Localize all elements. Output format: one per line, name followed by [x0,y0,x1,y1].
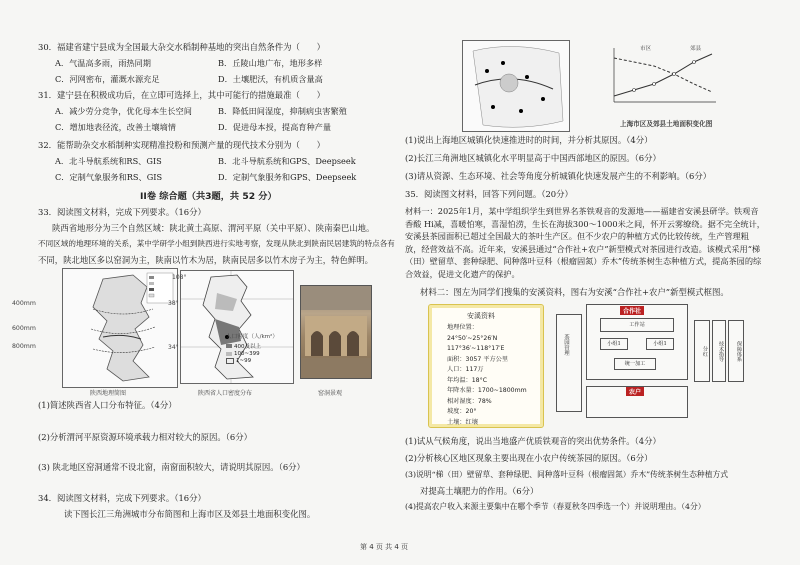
question-34-1: (1)说出上海地区城镇化快速推进时的时间，并分析其原因。（4分） [405,135,653,145]
scroll-line: 土壤：红壤 [447,418,478,426]
option: C．定制气象服务和RS、GIS [55,172,163,182]
dividend-box: 分红 [694,320,710,382]
question-33-2: (2)分析渭河平原资源环境承载力相对较大的原因。（6分） [38,432,252,442]
legend-swatch [226,344,232,348]
question-33-1: (1)简述陕西省人口分布特征。（4分） [38,400,177,410]
scroll-line: 年均温：18°C [447,376,488,384]
question-35-1: (1)试从气候角度，说出当地盛产优质铁观音的突出优势条件。（4分） [405,436,661,446]
tea-garden-label: 茶园管理 [563,334,569,356]
shaanxi-map-figure [62,268,178,388]
option: C．增加地表径流，改善土壤墒情 [55,122,176,132]
legend-label: 400及以上 [234,344,261,350]
legend-item [226,351,261,357]
question-32: 32．能帮助杂交水稻制种实现精准投粉和预测产量的现代技术分别为（ ） [38,140,326,150]
chart-title: 上海市区及郊县土地面积变化图 [620,120,713,128]
question-35-3: (3)说明“梯（田）壁留草、套种绿肥、间种落叶豆科（根瘤固氮）乔木”传统茶树生态种植方式 [405,470,729,479]
tea-garden-box [556,314,582,412]
question-35-3-cont: 对提高土壤肥力的作用。（6分） [420,486,539,496]
tech-box: 技术指导 [712,320,726,382]
question-34-2: (2)长江三角洲地区城镇化水平明显高于中国西部地区的原因。（6分） [405,153,661,163]
question-34-3: (3)请从资源、生态环境、社会等角度分析城镇化快速发展产生的不利影响。（6分） [405,171,712,181]
land-area-chart [600,44,720,114]
scroll-line: 24°50′~25°26′N [447,334,498,342]
group-box: 小组1 [646,338,674,350]
anxi-info-scroll [428,304,544,428]
legend [226,342,261,364]
option: B．降低田间湿度，抑制病虫害繁殖 [218,106,347,116]
legend-title: 人口密度（人/km²） [226,334,278,340]
isohyet-label-800: 800mm [12,343,36,350]
question-33: 33．阅读图文材料，完成下列要求。（16分） [38,207,206,217]
question-35: 35．阅读图文材料，回答下列问题。（20分） [405,189,573,199]
legend-label: 100~399 [234,351,260,357]
material-two: 材料二：图左为同学们搜集的安溪资料，图右为安溪“合作社+农户”新型模式框图。 [420,287,729,297]
legend-label: 1~99 [236,358,252,364]
question-34: 34．阅读图文材料，完成下列要求。（16分） [38,493,206,503]
legend-county: 郊县 [690,46,702,52]
legend-item [226,342,261,350]
legend-swatch [226,352,232,356]
scroll-line: 人口：117万 [447,366,484,373]
legend-item [226,358,261,364]
scroll-line: 相对湿度：78% [447,397,492,405]
population-density-figure [180,270,294,384]
paragraph-line: 不同区域的地理环境的关系，某中学研学小组到陕西进行实地考察，发现从陕北到陕南民居建筑的特点各有 [38,239,395,248]
option: A．减少劳分竞争，优化母本生长空间 [55,106,192,116]
scroll-line: 面积：3057 平方公里 [447,355,509,363]
land-area-chart-svg [600,44,720,114]
cave-dwelling-photo [300,285,372,379]
question-35-4: (4)提高农户收入来源主要集中在哪个季节（春夏秋冬四季选一个）并说明理由。（4分） [405,502,706,511]
legend-city: 市区 [640,46,652,52]
option: A．北斗导航系统和RS、GIS [55,156,162,166]
longitude-label: 108° [172,274,187,281]
question-33-3: (3) 陕北地区窑洞通常不设北窗，南窗面积较大，请说明其原因。（6分） [38,462,305,472]
scroll-line: 坡度：20° [447,408,477,415]
paragraph-line: 不同，陕北地区多以窑洞为主，陕南以竹木为居，陕南民居多以竹木房子为主，特色鲜明。 [38,255,373,265]
scroll-line: 年降水量：1700~1800mm [447,387,527,394]
option: D．土壤肥沃，有机质含量高 [218,74,323,84]
scroll-lines [447,323,527,428]
figure-caption: 陕西省人口密度分布 [198,390,253,397]
option: D．促进母本授，提高育种产量 [218,122,332,132]
process-box: 统一加工 [614,358,656,370]
latitude-label: 38° [168,300,179,307]
legend-swatch [226,358,234,364]
figure-caption: 陕西地理简图 [90,390,127,397]
scroll-title: 安溪资料 [467,312,495,320]
isohyet-label-400: 400mm [12,300,36,307]
option: C．河网密布，灌溉水源充足 [55,74,160,84]
security-box: 保障体系 [728,320,744,382]
paragraph-line: 读下图长江三角洲城市分布简图和上海市区及郊县土地面积变化图。 [64,509,316,519]
farmer-label: 农户 [626,387,644,396]
group-box: 小组1 [600,338,628,350]
scroll-line: 117°36′~118°17′E [447,345,505,352]
material-one: 材料一：2025年1月，某中学组织学生到世界名茶铁观音的发源地——福建省安溪县研学。铁观音香酸 Hi减，喜暖怕寒，喜湿怕涝，生长在海拔300～1000米之间，怀开云雾缭绕。据不完全统计，安溪县茶园面积已超过全国最大的茶叶生产区。但不少农户的种植方式仍比较传统，生产管理粗放，经营效益不高。近年来，安溪县通过“合作社+农户”新型模式对茶园进行改造。该模式采用“梯（田）壁留草、套种绿肥、间种落叶豆科（根瘤固氮）乔木”传统茶树生态种植方式，提高茶园的综合效益，促进文化遗产的保护。 [405,206,765,279]
option: B．丘陵山地广布，地形多样 [218,58,323,68]
cooperative-model-diagram [556,304,742,424]
workshop-box: 工作站 [600,318,674,332]
scroll-line: 地理位置： [447,324,478,331]
option: A．气温高多雨，雨热同期 [55,58,151,68]
paragraph-line: 陕西省地形分为三个自然区域：陕北黄土高原、渭河平原（关中平原）、陕南秦巴山地。 [52,223,375,233]
question-35-2: (2)分析核心区地区现象主要出现在小农户传统茶园的原因。（6分） [405,453,653,463]
question-30: 30．福建省建宁县成为全国最大杂交水稻制种基地的突出自然条件为（ ） [38,42,326,52]
option: B．北斗导航系统和GPS、Deepseek [218,156,356,166]
question-31: 31．建宁县在积极成功后，在立即可选择上，其中可能行的措施最准（ ） [38,90,326,100]
page-footer: 第 4 页 共 4 页 [360,543,409,551]
figure-caption: 窑洞景观 [318,390,343,397]
coop-label: 合作社 [620,306,644,315]
option: D．定制气象服务和GPS、Deepseek [218,172,357,182]
latitude-label: 34° [168,344,179,351]
isohyet-label-600: 600mm [12,325,36,332]
section-title: II卷 综合题（共3题，共 52 分） [140,191,277,202]
yangtze-delta-map [462,40,570,132]
